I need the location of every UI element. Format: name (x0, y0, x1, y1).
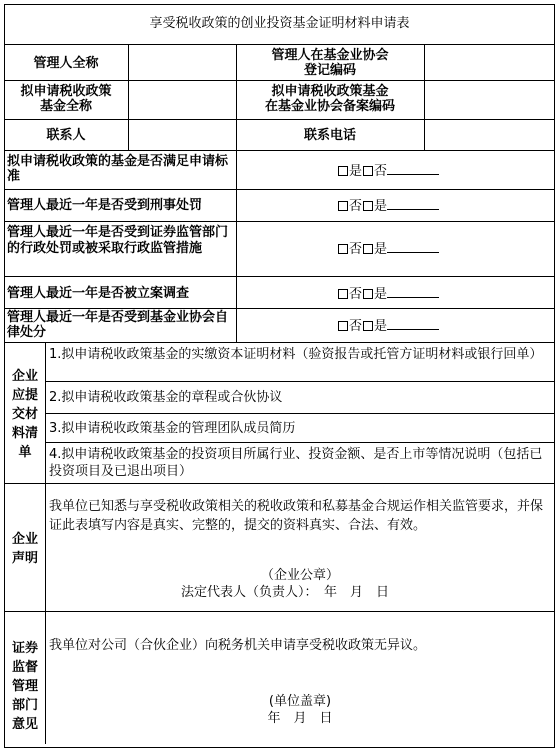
option-label: 是 (349, 164, 363, 179)
materials-label: 企业应提交材料清单 (11, 369, 38, 460)
checkbox[interactable] (338, 289, 348, 299)
checkbox[interactable] (363, 201, 373, 211)
option-label: 否 (374, 164, 388, 179)
checkbox[interactable] (363, 166, 373, 176)
manager-reg-label: 管理人在基金业协会 登记编码 (271, 48, 389, 78)
question-4-text: 管理人最近一年是否被立案调查 (7, 286, 190, 301)
declaration-label: 企业声明 (11, 532, 38, 566)
contact-label: 联系人 (46, 128, 86, 143)
divider (45, 381, 555, 382)
divider (4, 276, 555, 277)
divider (4, 119, 555, 120)
answer-blank[interactable] (387, 318, 439, 330)
material-item-3: 3.拟申请税收政策基金的管理团队成员简历 (49, 421, 296, 436)
divider (45, 342, 46, 744)
divider (4, 611, 555, 612)
answer-blank[interactable] (387, 198, 439, 210)
question-1-text: 拟申请税收政策的基金是否满足申请标准 (7, 154, 229, 184)
material-item-2: 2.拟申请税收政策基金的章程或合伙协议 (49, 390, 283, 405)
checkbox[interactable] (363, 289, 373, 299)
application-form (4, 4, 555, 748)
checkbox[interactable] (363, 321, 373, 331)
option-label: 是 (374, 199, 388, 214)
question-3-options (337, 241, 439, 257)
material-item-1: 1.拟申请税收政策基金的实缴资本证明材料（验资报告或托管方证明材料或银行回单） (49, 347, 543, 362)
divider (45, 442, 555, 443)
divider (45, 413, 555, 414)
question-2-text: 管理人最近一年是否受到刑事处罚 (7, 198, 203, 213)
unit-seal: (单位盖章) (268, 694, 332, 709)
material-item-4: 4.拟申请税收政策基金的投资项目所属行业、投资金额、是否上市等情况说明（包括已投资项目及已退出项目） (49, 447, 543, 479)
divider (128, 44, 129, 150)
question-5-options (337, 318, 439, 334)
phone-label: 联系电话 (303, 128, 356, 143)
option-label: 否 (349, 242, 363, 257)
fund-record-label: 拟申请税收政策基金 在基金业协会备案编码 (264, 84, 395, 114)
divider (4, 189, 555, 190)
option-label: 否 (349, 319, 363, 334)
divider (4, 483, 555, 484)
option-label: 否 (349, 287, 363, 302)
checkbox[interactable] (363, 244, 373, 254)
option-label: 是 (374, 287, 388, 302)
question-2-options (337, 198, 439, 214)
opinion-date[interactable]: 年 月 日 (267, 711, 333, 726)
divider (4, 80, 555, 81)
option-label: 是 (374, 319, 388, 334)
question-1-options (337, 163, 439, 179)
company-seal: （企业公章） (260, 568, 339, 583)
opinion-text: 我单位对公司（合伙企业）向税务机关申请享受税收政策无异议。 (49, 638, 427, 653)
option-label: 是 (374, 242, 388, 257)
divider (4, 308, 555, 309)
divider (236, 150, 237, 342)
option-label: 否 (349, 199, 363, 214)
answer-blank[interactable] (387, 286, 439, 298)
divider (4, 44, 555, 45)
answer-blank[interactable] (387, 163, 439, 175)
answer-blank[interactable] (387, 241, 439, 253)
fund-name-label: 拟申请税收政策 基金全称 (20, 84, 112, 114)
checkbox[interactable] (338, 166, 348, 176)
divider (424, 44, 425, 150)
divider (4, 221, 555, 222)
checkbox[interactable] (338, 321, 348, 331)
question-4-options (337, 286, 439, 302)
form-title: 享受税收政策的创业投资基金证明材料申请表 (149, 16, 410, 31)
manager-name-label: 管理人全称 (33, 56, 99, 71)
question-3-text: 管理人最近一年是否受到证券监管部门的行政处罚或被采取行政监管措施 (7, 225, 229, 256)
divider (4, 150, 555, 151)
checkbox[interactable] (338, 201, 348, 211)
divider (4, 342, 555, 343)
checkbox[interactable] (338, 244, 348, 254)
declaration-text: 我单位已知悉与享受税收政策相关的税收政策和私募基金合规运作相关监管要求，并保证此表填写内容是真实、完整的，提交的资料真实、合法、有效。 (49, 499, 544, 533)
question-5-text: 管理人最近一年是否受到基金业协会自律处分 (7, 310, 229, 340)
opinion-label: 证券监督管理部门意见 (11, 641, 38, 732)
legal-representative-signature[interactable]: 法定代表人（负责人）： 年 月 日 (181, 585, 390, 600)
